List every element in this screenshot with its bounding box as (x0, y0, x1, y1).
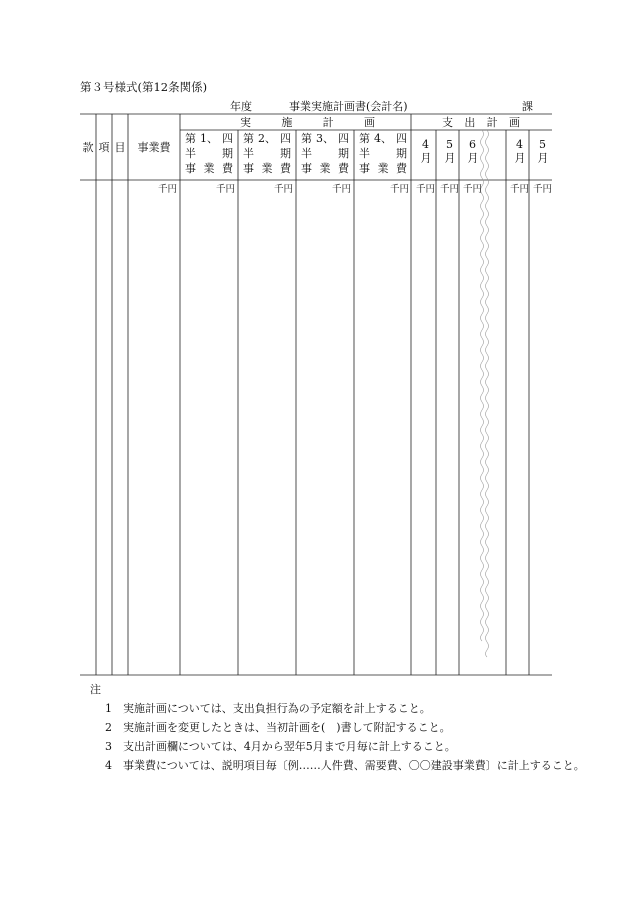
unit-q3: 千円 (331, 184, 351, 195)
col-project-cost: 事業費 (137, 141, 171, 154)
notes-section (80, 680, 592, 775)
month-header-may: 5月 (443, 138, 456, 164)
unit-apr-next: 千円 (509, 184, 529, 195)
spend-group-header: 支 出 計 画 (442, 116, 520, 129)
notes-heading: 注 (90, 683, 101, 696)
plan-quarter-2: 第 2、 四 半 期 事 業 費 (243, 132, 291, 175)
unit-q1: 千円 (215, 184, 235, 195)
unit-q2: 千円 (273, 184, 293, 195)
col-kou: 項 (98, 141, 110, 154)
month-header-apr: 4月 (419, 138, 432, 164)
document-title: 事業実施計画書(会計名) (289, 100, 408, 113)
column-break-lines (481, 130, 489, 657)
note-item: 3 支出計画欄については、4月から翌年5月まで月毎に計上すること。 (105, 740, 456, 753)
unit-may: 千円 (439, 184, 459, 195)
note-item: 4 事業費については、説明項目毎〔例……人件費、需要費、〇〇建設事業費〕に計上すること。 (105, 759, 585, 772)
unit-q4: 千円 (389, 184, 409, 195)
month-header-apr-next: 4月 (513, 138, 526, 164)
month-header-may-next: 5月 (536, 138, 549, 164)
unit-apr: 千円 (415, 184, 435, 195)
note-item: 2 実施計画を変更したときは、当初計画を( )書して附記すること。 (105, 721, 451, 734)
unit-project-cost: 千円 (157, 184, 177, 195)
plan-quarter-1: 第 1、 四 半 期 事 業 費 (185, 132, 233, 175)
form-title: 第３号様式(第12条関係) (80, 80, 208, 94)
col-moku: 目 (114, 141, 126, 154)
month-header-jun: 6月 (466, 138, 479, 164)
note-item: 1 実施計画については、支出負担行為の予定額を計上すること。 (105, 702, 431, 715)
department-label: 課 (522, 100, 533, 113)
plan-group-header: 実 施 計 画 (240, 116, 375, 129)
col-kan: 款 (82, 141, 94, 154)
plan-quarter-4: 第 4、 四 半 期 事 業 費 (359, 132, 407, 175)
unit-jun: 千円 (462, 184, 482, 195)
year-label: 年度 (230, 100, 252, 113)
unit-may-next: 千円 (532, 184, 552, 195)
plan-quarter-3: 第 3、 四 半 期 事 業 費 (301, 132, 349, 175)
